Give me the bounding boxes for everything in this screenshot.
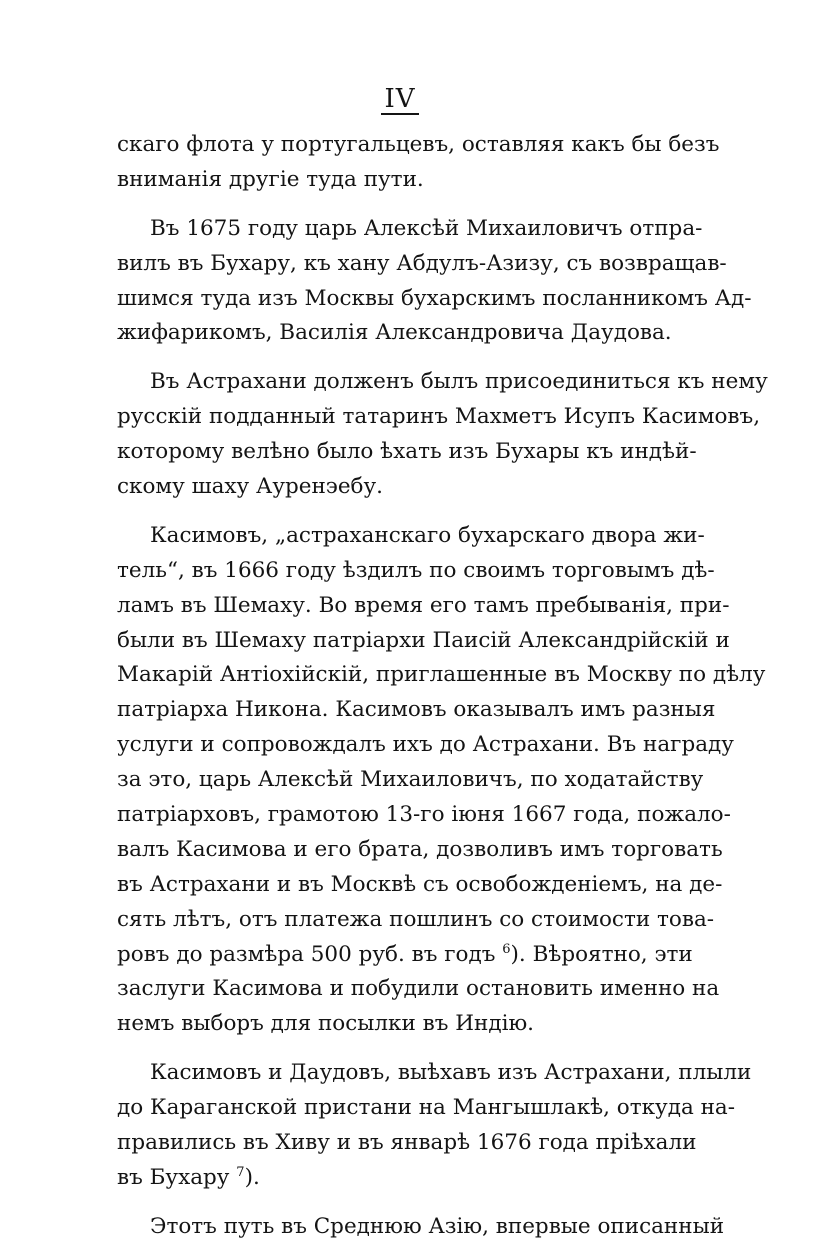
text-line: были въ Шемаху патріархи Паисій Александрійскій и — [117, 627, 730, 653]
text-line: сять лѣтъ, отъ платежа пошлинъ со стоимости това- — [117, 906, 715, 932]
text-line: правились въ Хиву и въ январѣ 1676 года пріѣхали — [117, 1130, 697, 1156]
text-segment: ровъ до размѣра 500 руб. въ годъ — [117, 941, 496, 967]
paragraph — [117, 365, 768, 505]
text-line: тель“, въ 1666 году ѣздилъ по своимъ торговымъ дѣ- — [117, 557, 715, 583]
text-line: которому велѣно было ѣхать изъ Бухары къ индѣй- — [117, 439, 697, 465]
text-line: валъ Касимова и его брата, дозволивъ имъ торговать — [117, 836, 723, 862]
text-line-with-footnote — [117, 938, 693, 973]
text-segment: ). Вѣроятно, эти — [510, 941, 693, 967]
text-line: скаго флота у португальцевъ, оставляя какъ бы безъ — [117, 132, 720, 157]
text-line: ламъ въ Шемаху. Во время его тамъ пребыванія, при- — [117, 592, 730, 618]
text-line: Въ Астрахани долженъ былъ присоединиться къ нему — [150, 369, 768, 395]
text-line: услуги и сопровождалъ ихъ до Астрахани. Въ награду — [117, 732, 734, 758]
text-line: русскій подданный татаринъ Махметъ Исупъ Касимовъ, — [117, 404, 761, 430]
text-line: скому шаху Ауренэебу. — [117, 474, 383, 500]
footnote-ref: 6 — [502, 941, 511, 957]
text-segment: ). — [244, 1164, 260, 1190]
text-line: до Караганской пристани на Мангышлакѣ, откуда на- — [117, 1095, 736, 1121]
text-line: въ Астрахани и въ Москвѣ съ освобожденіемъ, на де- — [117, 871, 723, 897]
text-line: Касимовъ, „астраханскаго бухарскаго двора жи- — [150, 522, 705, 548]
paragraph — [117, 1210, 725, 1245]
paragraph — [117, 128, 720, 198]
text-line: патріарха Никона. Касимовъ оказывалъ имъ разныя — [117, 697, 716, 723]
text-line: за это, царь Алексѣй Михаиловичъ, по ходатайству — [117, 767, 704, 793]
text-line: Касимовъ и Даудовъ, выѣхавъ изъ Астрахани, плыли — [150, 1060, 752, 1086]
text-line: немъ выборъ для посылки въ Индію. — [117, 1011, 535, 1037]
text-line: патріарховъ, грамотою 13-го іюня 1667 года, пожало- — [117, 802, 731, 828]
page-number — [0, 82, 800, 116]
page-number-text: IV — [381, 85, 418, 115]
text-line: жифарикомъ, Василія Александровича Даудова. — [117, 320, 672, 346]
text-line: шимся туда изъ Москвы бухарскимъ посланникомъ Ад- — [117, 285, 752, 311]
text-line: Въ 1675 году царь Алексѣй Михаиловичъ отпра- — [150, 215, 703, 241]
paragraph — [117, 1056, 752, 1196]
text-line: вниманія другіе туда пути. — [117, 166, 424, 192]
footnote-ref: 7 — [236, 1164, 245, 1180]
text-line: вилъ въ Бухару, къ хану Абдулъ-Азизу, съ возвращав- — [117, 250, 727, 276]
paragraph — [117, 519, 766, 1042]
text-line: Макарій Антіохійскій, приглашенные въ Москву по дѣлу — [117, 662, 766, 688]
text-segment: въ Бухару — [117, 1164, 230, 1190]
body-text — [117, 128, 768, 1245]
text-line: Этотъ путь въ Среднюю Азію, впервые описанный — [150, 1213, 725, 1239]
text-line: заслуги Касимова и побудили остановить именно на — [117, 976, 720, 1002]
paragraph — [117, 212, 752, 352]
